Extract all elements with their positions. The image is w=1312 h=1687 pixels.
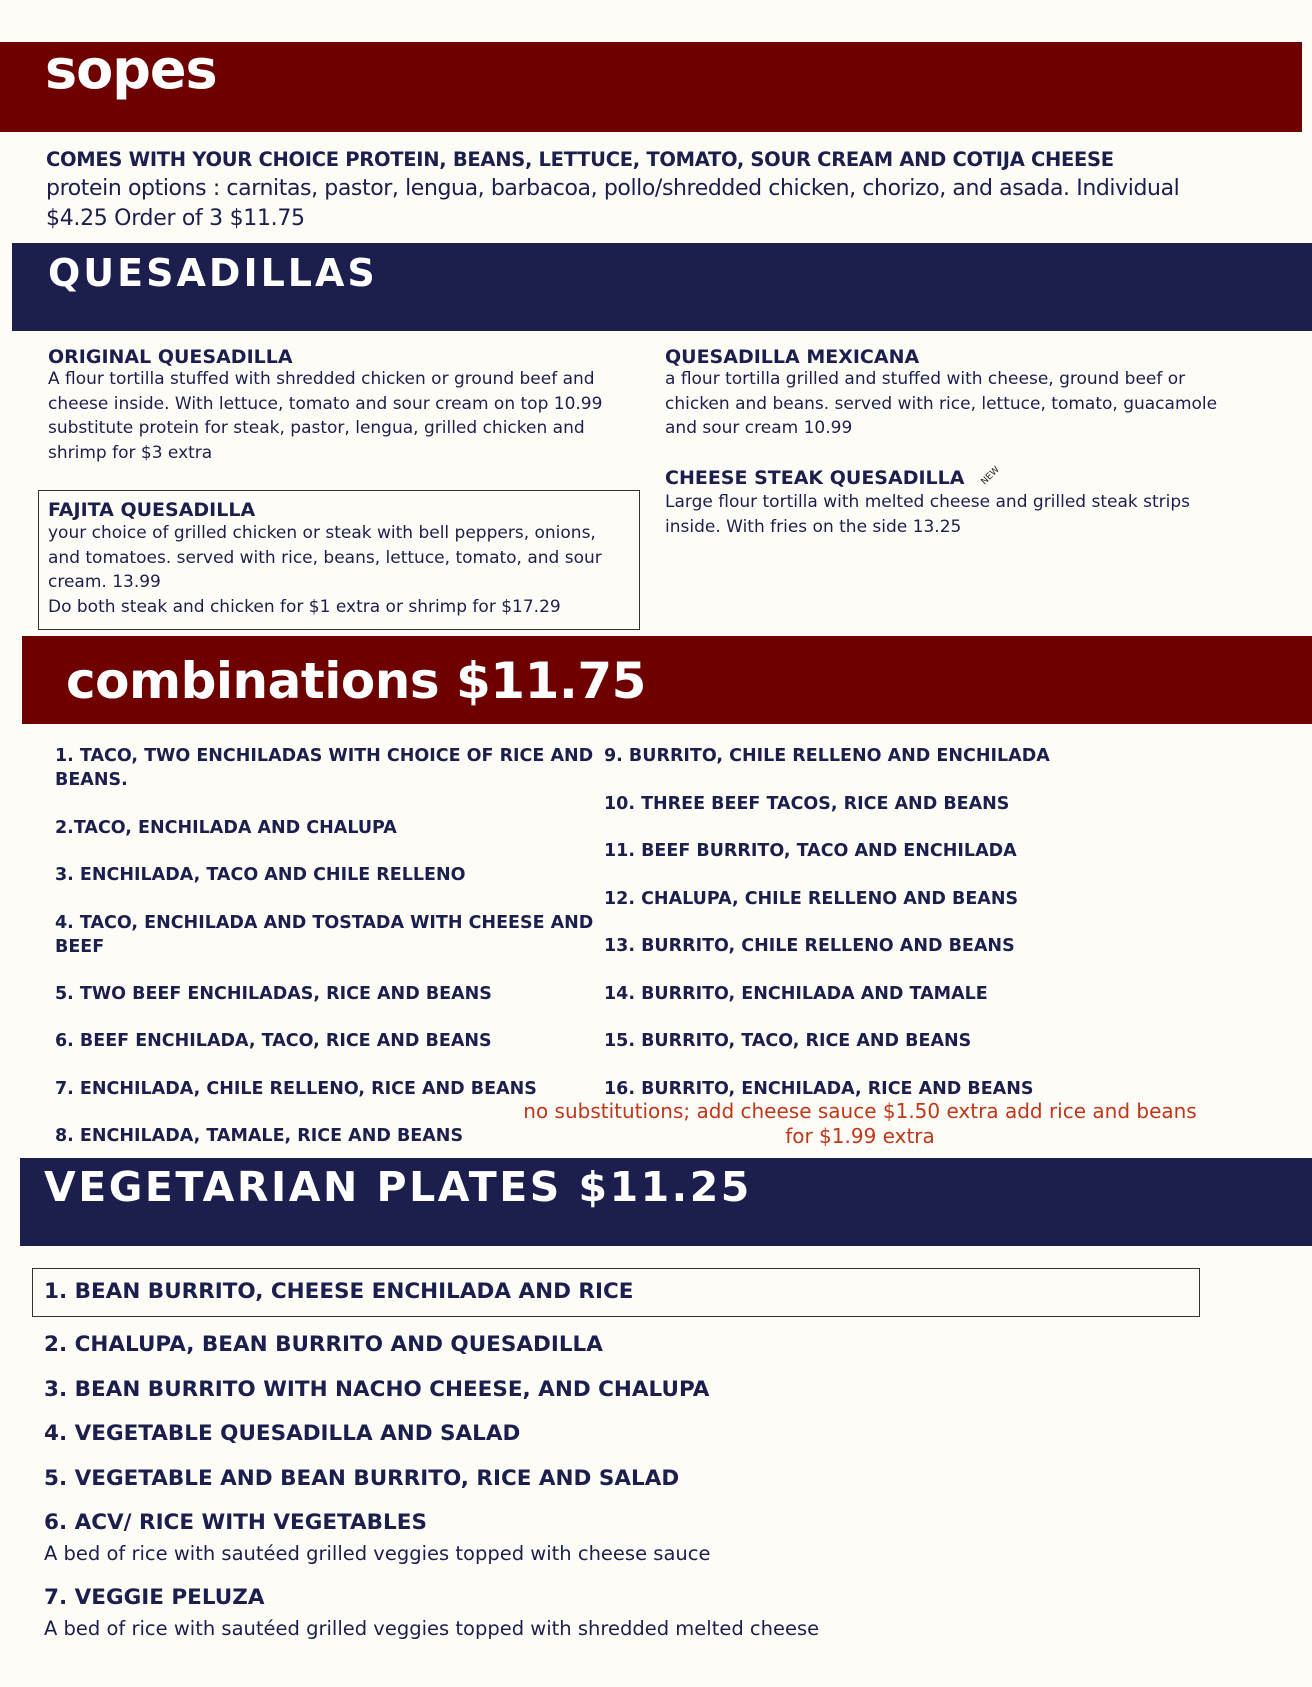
combo-item-6: 6. BEEF ENCHILADA, TACO, RICE AND BEANS bbox=[55, 1031, 492, 1051]
combo-item-4: 4. TACO, ENCHILADA AND TOSTADA WITH CHEESE AND BEEF bbox=[55, 913, 594, 957]
combo-item-12: 12. CHALUPA, CHILE RELLENO AND BEANS bbox=[604, 889, 1019, 909]
combo-item-8: 8. ENCHILADA, TAMALE, RICE AND BEANS bbox=[55, 1126, 464, 1146]
combo-item-5: 5. TWO BEEF ENCHILADAS, RICE AND BEANS bbox=[55, 984, 492, 1004]
fajita-quesadilla-desc: your choice of grilled chicken or steak with bell peppers, onions, and tomatoes. served with rice, beans, lettuce, tomato, and sour cream. 13.99 bbox=[48, 523, 602, 592]
sopes-options: protein options : carnitas, pastor, lengua, barbacoa, pollo/shredded chicken, chorizo, and asada. Individual bbox=[46, 176, 1180, 201]
fajita-quesadilla-box bbox=[38, 490, 640, 630]
quesadilla-mexicana-desc: a flour tortilla grilled and stuffed with cheese, ground beef or chicken and beans. served with rice, lettuce, tomato, guacamole and sour cream 10.99 bbox=[665, 369, 1218, 438]
vegetarian-item-6: 6. ACV/ RICE WITH VEGETABLES bbox=[44, 1510, 427, 1535]
vegetarian-item-3: 3. BEAN BURRITO WITH NACHO CHEESE, AND CHALUPA bbox=[44, 1377, 710, 1402]
vegetarian-item-5: 5. VEGETABLE AND BEAN BURRITO, RICE AND SALAD bbox=[44, 1466, 680, 1491]
fajita-quesadilla-name: FAJITA QUESADILLA bbox=[48, 499, 256, 521]
original-quesadilla-desc: A flour tortilla stuffed with shredded chicken or ground beef and cheese inside. With lettuce, tomato and sour cream on top 10.99 substitute protein for steak, pastor, lengua, grilled chicken and shrimp for $3 extra bbox=[48, 369, 603, 463]
quesadilla-mexicana bbox=[665, 346, 1250, 441]
combo-item-2: 2.TACO, ENCHILADA AND CHALUPA bbox=[55, 818, 397, 838]
cheese-steak-quesadilla-desc: Large flour tortilla with melted cheese and grilled steak strips inside. With fries on the side 13.25 bbox=[665, 492, 1191, 537]
combo-item-14: 14. BURRITO, ENCHILADA AND TAMALE bbox=[604, 984, 988, 1004]
combo-item-15: 15. BURRITO, TACO, RICE AND BEANS bbox=[604, 1031, 972, 1051]
vegetarian-item-1: 1. BEAN BURRITO, CHEESE ENCHILADA AND RICE bbox=[44, 1279, 634, 1304]
vegetarian-item-7-desc: A bed of rice with sautéed grilled veggies topped with shredded melted cheese bbox=[44, 1617, 820, 1640]
vegetarian-title: VEGETARIAN PLATES $11.25 bbox=[44, 1163, 752, 1211]
combo-item-11: 11. BEEF BURRITO, TACO AND ENCHILADA bbox=[604, 841, 1017, 861]
vegetarian-item-6-desc: A bed of rice with sautéed grilled veggies topped with cheese sauce bbox=[44, 1542, 711, 1565]
sopes-title: sopes bbox=[45, 38, 217, 101]
cheese-steak-quesadilla-name: CHEESE STEAK QUESADILLA bbox=[665, 467, 965, 489]
combo-item-10: 10. THREE BEEF TACOS, RICE AND BEANS bbox=[604, 794, 1010, 814]
combinations-note: no substitutions; add cheese sauce $1.50 extra add rice and beans for $1.99 extra bbox=[523, 1099, 1197, 1148]
combo-item-7: 7. ENCHILADA, CHILE RELLENO, RICE AND BEANS bbox=[55, 1079, 537, 1099]
sopes-headline: COMES WITH YOUR CHOICE PROTEIN, BEANS, LETTUCE, TOMATO, SOUR CREAM AND COTIJA CHEESE bbox=[46, 148, 1114, 171]
original-quesadilla bbox=[48, 346, 628, 465]
combo-item-3: 3. ENCHILADA, TACO AND CHILE RELLENO bbox=[55, 865, 466, 885]
combo-item-1: 1. TACO, TWO ENCHILADAS WITH CHOICE OF RICE AND BEANS. bbox=[55, 746, 594, 790]
fajita-quesadilla-extra: Do both steak and chicken for $1 extra or shrimp for $17.29 bbox=[48, 596, 561, 617]
vegetarian-item-7: 7. VEGGIE PELUZA bbox=[44, 1585, 265, 1610]
combo-item-9: 9. BURRITO, CHILE RELLENO AND ENCHILADA bbox=[604, 746, 1050, 766]
sopes-price: $4.25 Order of 3 $11.75 bbox=[46, 206, 305, 231]
new-badge: NEW bbox=[979, 464, 1002, 488]
vegetarian-item-2: 2. CHALUPA, BEAN BURRITO AND QUESADILLA bbox=[44, 1332, 603, 1357]
vegetarian-item-4: 4. VEGETABLE QUESADILLA AND SALAD bbox=[44, 1421, 521, 1446]
cheese-steak-quesadilla bbox=[665, 464, 1250, 539]
quesadillas-title: QUESADILLAS bbox=[48, 251, 378, 295]
original-quesadilla-name: ORIGINAL QUESADILLA bbox=[48, 346, 293, 368]
combo-item-13: 13. BURRITO, CHILE RELLENO AND BEANS bbox=[604, 936, 1015, 956]
combinations-title: combinations $11.75 bbox=[66, 652, 646, 710]
combo-item-16: 16. BURRITO, ENCHILADA, RICE AND BEANS bbox=[604, 1079, 1034, 1099]
quesadilla-mexicana-name: QUESADILLA MEXICANA bbox=[665, 346, 920, 368]
